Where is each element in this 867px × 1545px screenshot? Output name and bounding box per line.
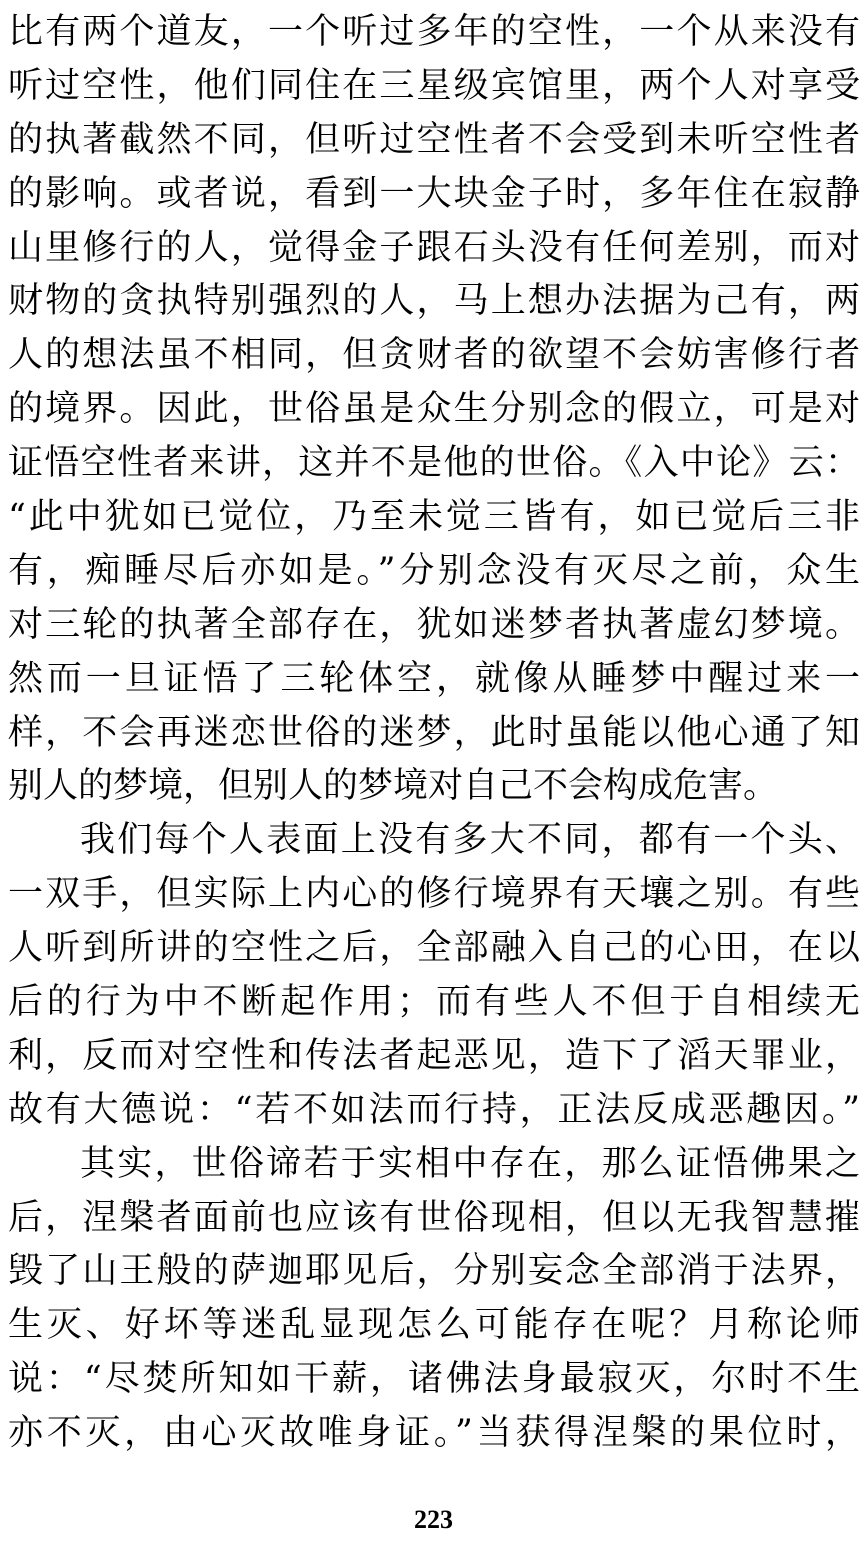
page-number: 223 bbox=[414, 1505, 453, 1534]
text-line: 听过空性，他们同住在三星级宾馆里，两个人对享受 bbox=[8, 65, 860, 106]
text-line: 后，涅槃者面前也应该有世俗现相，但以无我智慧摧 bbox=[8, 1197, 860, 1238]
text-line: 的影响。或者说，看到一大块金子时，多年住在寂静 bbox=[8, 173, 860, 214]
text-line: 山里修行的人，觉得金子跟石头没有任何差别，而对 bbox=[8, 227, 860, 268]
text-line: 证悟空性者来讲，这并不是他的世俗。《入中论》云： bbox=[8, 443, 860, 484]
text-line: “此中犹如已觉位，乃至未觉三皆有，如已觉后三非 bbox=[8, 497, 860, 538]
text-line: 生灭、好坏等迷乱显现怎么可能存在呢？月称论师 bbox=[8, 1305, 860, 1346]
paragraph-first-line: 我们每个人表面上没有多大不同，都有一个头、 bbox=[80, 820, 860, 861]
text-line: 然而一旦证悟了三轮体空，就像从睡梦中醒过来一 bbox=[8, 658, 860, 699]
text-line: 对三轮的执著全部存在，犹如迷梦者执著虚幻梦境。 bbox=[8, 604, 860, 645]
text-line: 故有大德说：“若不如法而行持，正法反成恶趣因。” bbox=[8, 1089, 860, 1130]
text-line: 人听到所讲的空性之后，全部融入自己的心田，在以 bbox=[8, 928, 860, 969]
text-line: 的执著截然不同，但听过空性者不会受到未听空性者 bbox=[8, 119, 860, 160]
text-line: 有，痴睡尽后亦如是。”分别念没有灭尽之前，众生 bbox=[8, 550, 860, 591]
text-line: 一双手，但实际上内心的修行境界有天壤之别。有些 bbox=[8, 874, 860, 915]
text-line: 亦不灭，由心灭故唯身证。”当获得涅槃的果位时， bbox=[8, 1413, 860, 1454]
text-line: 后的行为中不断起作用；而有些人不但于自相续无 bbox=[8, 982, 860, 1023]
text-line: 财物的贪执特别强烈的人，马上想办法据为己有，两 bbox=[8, 281, 860, 322]
text-line: 样，不会再迷恋世俗的迷梦，此时虽能以他心通了知 bbox=[8, 712, 860, 753]
paragraph-first-line: 其实，世俗谛若于实相中存在，那么证悟佛果之 bbox=[80, 1143, 860, 1184]
text-line: 说：“尽焚所知如干薪，诸佛法身最寂灭，尔时不生 bbox=[8, 1359, 860, 1400]
text-line: 的境界。因此，世俗虽是众生分别念的假立，可是对 bbox=[8, 389, 860, 430]
text-line: 毁了山王般的萨迦耶见后，分别妄念全部消于法界， bbox=[8, 1251, 860, 1292]
text-line: 别人的梦境，但别人的梦境对自己不会构成危害。 bbox=[8, 766, 779, 807]
text-line: 利，反而对空性和传法者起恶见，造下了滔天罪业， bbox=[8, 1035, 860, 1076]
body-text bbox=[8, 6, 860, 1461]
text-line: 比有两个道友，一个听过多年的空性，一个从来没有 bbox=[8, 12, 860, 52]
text-line: 人的想法虽不相同，但贪财者的欲望不会妨害修行者 bbox=[8, 335, 860, 376]
